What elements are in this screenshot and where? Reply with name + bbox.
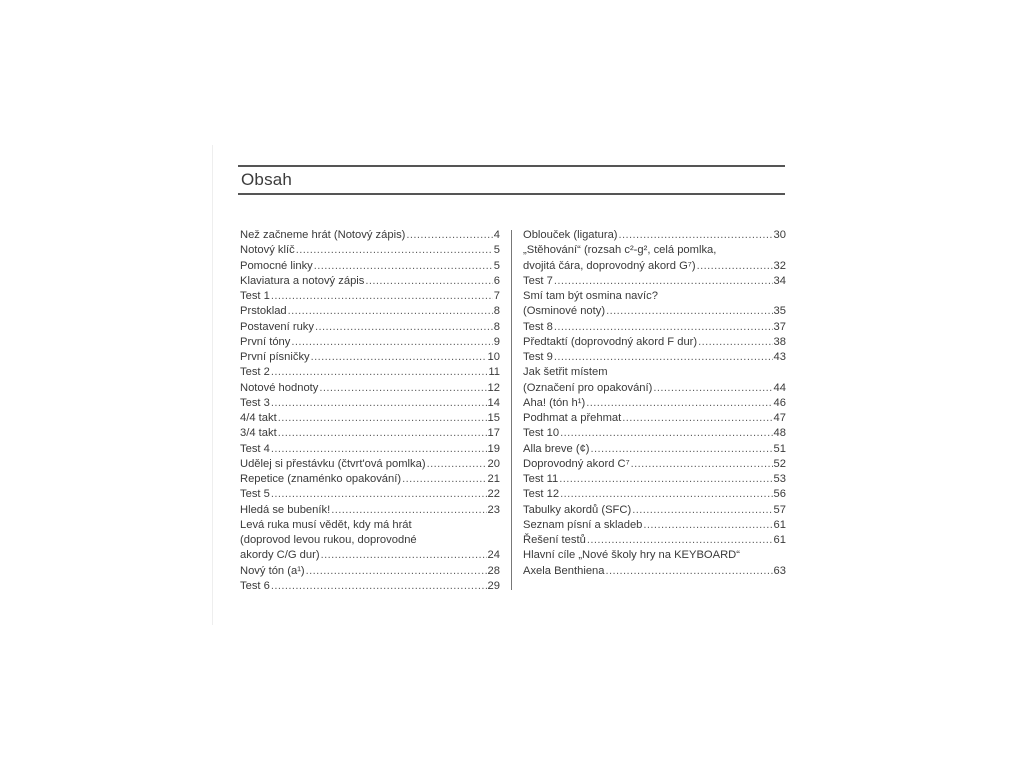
- toc-page-number: 57: [773, 503, 786, 516]
- toc-entry-title: Hledá se bubeník!: [240, 503, 331, 516]
- toc-entry-line: [240, 472, 500, 487]
- toc-entry-line: [240, 396, 500, 411]
- toc-page-number: 38: [773, 335, 786, 348]
- toc-entry: [523, 320, 786, 335]
- toc-page-number: 48: [773, 427, 786, 440]
- toc-page-number: 61: [773, 534, 786, 546]
- toc-leader-dots: [632, 503, 772, 518]
- toc-entry-title: Jak šetřit místem: [523, 366, 608, 379]
- toc-entry-line: [240, 304, 500, 319]
- toc-entry-line: [523, 518, 786, 533]
- toc-page-number: 14: [487, 396, 500, 409]
- toc-leader-dots: [311, 350, 487, 365]
- toc-entry-line: [240, 503, 500, 518]
- toc-leader-dots: [606, 304, 772, 319]
- toc-entry-line: [240, 320, 500, 335]
- toc-entry-line: [240, 350, 500, 365]
- toc-entry-line: [240, 259, 500, 274]
- toc-leader-dots: [271, 487, 487, 502]
- toc-page-number: 9: [493, 335, 500, 348]
- toc-leader-dots: [296, 243, 493, 258]
- toc-entry-title: Řešení testů: [523, 534, 586, 546]
- toc-entry: [523, 548, 786, 563]
- toc-entry-title: Aha! (tón h¹): [523, 396, 586, 409]
- toc-leader-dots: [643, 518, 772, 533]
- toc-entry-title: Test 10: [523, 427, 560, 440]
- toc-entry: [523, 274, 786, 289]
- toc-page-number: 7: [493, 290, 500, 302]
- toc-entry-line: [240, 411, 500, 426]
- toc-entry: [240, 350, 500, 365]
- toc-entry: [240, 487, 500, 502]
- toc-entry: [523, 365, 786, 380]
- toc-leader-dots: [321, 548, 487, 563]
- toc-page-number: 19: [487, 442, 500, 455]
- toc-entry-title: Test 6: [240, 579, 270, 592]
- toc-entry-title: Oblouček (ligatura): [523, 229, 618, 241]
- toc-entry-line: [240, 228, 500, 243]
- toc-leader-dots: [288, 304, 493, 319]
- toc-entry-title: Axela Benthiena: [523, 564, 605, 577]
- toc-entry: [523, 411, 786, 426]
- toc-entry-title: Podhmat a přehmat: [523, 412, 622, 424]
- toc-page-number: 61: [773, 518, 786, 531]
- toc-entry-line: [523, 304, 786, 319]
- toc-entry-title: První písničky: [240, 351, 310, 363]
- toc-entry: [240, 365, 500, 380]
- toc-entry: [523, 350, 786, 365]
- toc-page-number: 15: [487, 412, 500, 424]
- toc-entry: [523, 228, 786, 243]
- toc-entry-title: (doprovod levou rukou, doprovodné: [240, 534, 417, 546]
- toc-entry: [240, 457, 500, 472]
- toc-entry: [523, 503, 786, 518]
- toc-page-number: 43: [773, 351, 786, 363]
- toc-entry: [240, 564, 500, 579]
- toc-leader-dots: [291, 335, 492, 350]
- toc-entry: [523, 564, 786, 579]
- toc-entry-title: Test 12: [523, 488, 560, 501]
- toc-entry-line: [240, 365, 500, 380]
- toc-entry: [523, 533, 786, 548]
- toc-page-number: 17: [487, 427, 500, 440]
- toc-page-number: 63: [773, 564, 786, 577]
- toc-page-number: 52: [773, 457, 786, 470]
- toc-page-number: 21: [487, 473, 500, 485]
- toc-entry-title: Test 1: [240, 290, 270, 302]
- toc-leader-dots: [560, 426, 772, 441]
- toc-leader-dots: [315, 320, 493, 335]
- toc-page-number: 30: [773, 229, 786, 241]
- toc-leader-dots: [427, 457, 487, 472]
- toc-leader-dots: [559, 472, 772, 487]
- toc-leader-dots: [554, 350, 773, 365]
- toc-leader-dots: [331, 503, 486, 518]
- toc-entry-line: [240, 274, 500, 289]
- toc-entry-title: 3/4 takt: [240, 427, 277, 440]
- toc-entry-title: Test 9: [523, 351, 553, 363]
- toc-leader-dots: [697, 259, 773, 274]
- toc-leader-dots: [271, 396, 487, 411]
- toc-entry: [240, 518, 500, 533]
- toc-entry-title: Tabulky akordů (SFC): [523, 503, 632, 516]
- toc-leader-dots: [554, 274, 773, 289]
- toc-leader-dots: [365, 274, 492, 289]
- toc-entry: [523, 289, 786, 304]
- toc-leader-dots: [605, 564, 772, 579]
- title-rule-bottom: [238, 193, 785, 195]
- toc-entry: [523, 396, 786, 411]
- toc-entry-line: [523, 381, 786, 396]
- toc-entry-title: Hlavní cíle „Nové školy hry na KEYBOARD“: [523, 549, 740, 562]
- toc-page-number: 22: [487, 488, 500, 501]
- toc-leader-dots: [402, 472, 486, 487]
- toc-entry-title: Test 2: [240, 366, 270, 379]
- toc-entry-title: Smí tam být osmina navíc?: [523, 290, 658, 302]
- toc-leader-dots: [591, 442, 773, 457]
- toc-entry-title: Seznam písní a skladeb: [523, 518, 643, 531]
- toc-leader-dots: [698, 335, 772, 350]
- toc-entry-title: Nový tón (a¹): [240, 564, 305, 577]
- toc-page-number: 6: [493, 274, 500, 287]
- toc-entry: [523, 518, 786, 533]
- toc-entry-title: Prstoklad: [240, 305, 287, 318]
- toc-entry-title: Pomocné linky: [240, 259, 313, 272]
- toc-page-number: 35: [773, 305, 786, 318]
- toc-entry-line: [523, 426, 786, 441]
- toc-entry-line: [523, 442, 786, 457]
- toc-leader-dots: [278, 411, 487, 426]
- toc-entry-line: [240, 579, 500, 594]
- toc-page-number: 29: [487, 579, 500, 592]
- toc-entry-title: Notový klíč: [240, 244, 295, 257]
- toc-entry: [240, 335, 500, 350]
- toc-leader-dots: [631, 457, 773, 472]
- toc-entry-title: 4/4 takt: [240, 412, 277, 424]
- toc-entry: [240, 426, 500, 441]
- toc-entry-line: [523, 564, 786, 579]
- toc-column-right: [523, 228, 786, 579]
- toc-entry-line: [523, 533, 786, 548]
- toc-entry-title: (Označení pro opakování): [523, 381, 653, 394]
- toc-entry: [240, 442, 500, 457]
- toc-entry-line: [523, 350, 786, 365]
- toc-page-number: 8: [493, 320, 500, 333]
- toc-entry: [240, 503, 500, 518]
- toc-page-number: 8: [493, 305, 500, 318]
- toc-leader-dots: [271, 365, 488, 380]
- toc-entry-line: [523, 274, 786, 289]
- toc-leader-dots: [560, 487, 772, 502]
- toc-entry: [523, 426, 786, 441]
- toc-page-number: 5: [493, 259, 500, 272]
- toc-entry: [523, 243, 786, 258]
- toc-entry-line: [523, 411, 786, 426]
- toc-entry: [240, 228, 500, 243]
- page-edge-line: [212, 145, 213, 625]
- toc-entry-line: [523, 457, 786, 472]
- toc-entry: [523, 472, 786, 487]
- toc-page-number: 53: [773, 473, 786, 485]
- toc-entry: [523, 442, 786, 457]
- toc-entry-title: „Stěhování“ (rozsah c²-g², celá pomlka,: [523, 244, 717, 257]
- toc-entry: [523, 457, 786, 472]
- toc-column-left: [240, 228, 500, 594]
- toc-page-number: 28: [487, 564, 500, 577]
- page-title: Obsah: [241, 170, 293, 189]
- toc-page-number: 5: [493, 244, 500, 257]
- toc-leader-dots: [586, 396, 772, 411]
- toc-entry-title: Levá ruka musí vědět, kdy má hrát: [240, 518, 412, 531]
- toc-entry-title: Test 4: [240, 442, 270, 455]
- toc-entry-line: [240, 564, 500, 579]
- toc-entry: [240, 381, 500, 396]
- toc-entry-line: [240, 289, 500, 304]
- toc-entry: [523, 304, 786, 319]
- toc-page-number: 44: [773, 381, 786, 394]
- toc-leader-dots: [406, 228, 492, 243]
- toc-entry-title: Doprovodný akord C⁷: [523, 457, 630, 470]
- toc-entry-line: [523, 503, 786, 518]
- toc-entry-title: Postavení ruky: [240, 320, 314, 333]
- toc-entry-title: Repetice (znaménko opakování): [240, 473, 402, 485]
- toc-leader-dots: [619, 228, 773, 243]
- toc-entry: [240, 289, 500, 304]
- toc-leader-dots: [278, 426, 487, 441]
- toc-entry: [240, 259, 500, 274]
- toc-entry-line: [240, 243, 500, 258]
- toc-entry: [240, 548, 500, 563]
- toc-page-number: 47: [773, 412, 786, 424]
- toc-entry-title: Než začneme hrát (Notový zápis): [240, 229, 406, 241]
- toc-entry-title: Udělej si přestávku (čtvrt'ová pomlka): [240, 457, 426, 470]
- toc-entry-title: Test 5: [240, 488, 270, 501]
- toc-leader-dots: [271, 442, 487, 457]
- toc-entry-line: [523, 335, 786, 350]
- toc-leader-dots: [271, 579, 487, 594]
- toc-entry: [240, 320, 500, 335]
- toc-entry-line: [240, 457, 500, 472]
- toc-entry: [523, 259, 786, 274]
- toc-entry-title: Klaviatura a notový zápis: [240, 274, 365, 287]
- toc-entry-title: akordy C/G dur): [240, 549, 320, 562]
- toc-entry: [523, 335, 786, 350]
- toc-entry-title: (Osminové noty): [523, 305, 606, 318]
- toc-entry-line: [523, 228, 786, 243]
- toc-page-number: 37: [773, 320, 786, 333]
- toc-entry-line: [240, 548, 500, 563]
- toc-entry-line: [523, 259, 786, 274]
- toc-entry-line: [523, 396, 786, 411]
- column-divider: [511, 230, 512, 590]
- toc-leader-dots: [587, 533, 773, 548]
- toc-leader-dots: [271, 289, 493, 304]
- toc-entry-title: Test 8: [523, 320, 553, 333]
- toc-page-number: 24: [487, 549, 500, 562]
- toc-entry: [240, 274, 500, 289]
- toc-page-number: 23: [487, 503, 500, 516]
- toc-entry-title: Alla breve (¢): [523, 442, 590, 455]
- toc-entry-line: [240, 335, 500, 350]
- toc-leader-dots: [314, 259, 493, 274]
- toc-entry: [240, 304, 500, 319]
- toc-page-number: 11: [488, 366, 500, 379]
- toc-page-number: 12: [487, 381, 500, 394]
- toc-entry-line: [240, 487, 500, 502]
- toc-entry: [240, 396, 500, 411]
- toc-page-number: 51: [773, 442, 786, 455]
- toc-leader-dots: [306, 564, 487, 579]
- toc-entry-title: Test 11: [523, 473, 559, 485]
- toc-entry: [240, 243, 500, 258]
- toc-entry: [240, 533, 500, 548]
- toc-page-number: 10: [487, 351, 500, 363]
- toc-leader-dots: [319, 381, 486, 396]
- toc-page-number: 34: [773, 274, 786, 287]
- toc-entry-line: [240, 442, 500, 457]
- toc-entry: [240, 472, 500, 487]
- toc-entry-title: Notové hodnoty: [240, 381, 319, 394]
- toc-page-number: 20: [487, 457, 500, 470]
- toc-entry-title: Předtaktí (doprovodný akord F dur): [523, 335, 698, 348]
- toc-entry-title: dvojitá čára, doprovodný akord G⁷): [523, 259, 696, 272]
- toc-entry-title: Test 7: [523, 274, 553, 287]
- toc-entry: [240, 579, 500, 594]
- title-rule-top: [238, 165, 785, 167]
- toc-page-number: 56: [773, 488, 786, 501]
- toc-entry: [523, 487, 786, 502]
- toc-leader-dots: [622, 411, 772, 426]
- toc-entry-line: [240, 381, 500, 396]
- toc-page-number: 4: [493, 229, 500, 241]
- toc-leader-dots: [554, 320, 773, 335]
- toc-entry-line: [523, 472, 786, 487]
- toc-entry-line: [523, 487, 786, 502]
- toc-entry-line: [240, 426, 500, 441]
- toc-entry-line: [523, 320, 786, 335]
- toc-entry: [240, 411, 500, 426]
- toc-entry: [523, 381, 786, 396]
- toc-page-number: 32: [773, 259, 786, 272]
- toc-page-number: 46: [773, 396, 786, 409]
- toc-leader-dots: [653, 381, 772, 396]
- toc-entry-title: Test 3: [240, 396, 270, 409]
- toc-entry-title: První tóny: [240, 335, 291, 348]
